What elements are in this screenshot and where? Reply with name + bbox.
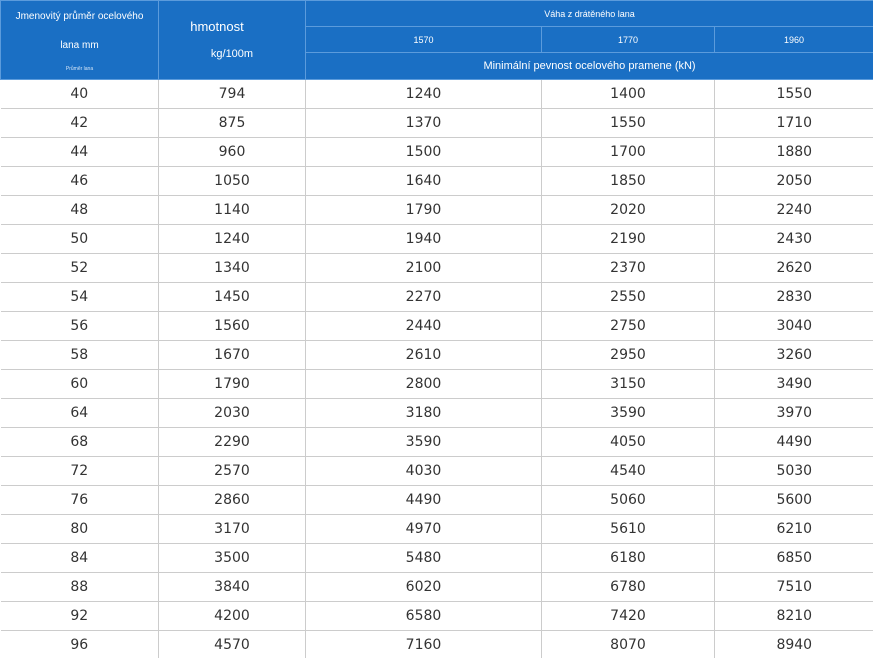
cell-grade-1570: 4970 <box>306 515 542 544</box>
header-grade-group: Váha z drátěného lana <box>306 1 873 27</box>
header-mass-label: hmotnost <box>190 18 244 34</box>
cell-grade-1570: 6580 <box>306 602 542 631</box>
cell-grade-1960: 2830 <box>715 283 873 312</box>
cell-grade-1960: 7510 <box>715 573 873 602</box>
cell-grade-1960: 5030 <box>715 457 873 486</box>
cell-grade-1960: 3260 <box>715 341 873 370</box>
cell-grade-1770: 3150 <box>542 370 715 399</box>
cell-diameter: 60 <box>1 370 159 399</box>
cell-grade-1570: 4490 <box>306 486 542 515</box>
cell-grade-1570: 2800 <box>306 370 542 399</box>
cell-diameter: 40 <box>1 80 159 109</box>
cell-mass: 3500 <box>159 544 306 573</box>
header-grade-1770: 1770 <box>542 27 715 53</box>
cell-mass: 875 <box>159 109 306 138</box>
cell-grade-1570: 5480 <box>306 544 542 573</box>
cell-grade-1770: 5610 <box>542 515 715 544</box>
cell-grade-1570: 2100 <box>306 254 542 283</box>
table-row <box>1 196 873 225</box>
cell-mass: 1450 <box>159 283 306 312</box>
cell-grade-1770: 4050 <box>542 428 715 457</box>
table-header <box>1 1 873 80</box>
table-row <box>1 283 873 312</box>
cell-diameter: 58 <box>1 341 159 370</box>
table-row <box>1 312 873 341</box>
cell-grade-1570: 3180 <box>306 399 542 428</box>
cell-diameter: 44 <box>1 138 159 167</box>
cell-grade-1960: 2620 <box>715 254 873 283</box>
cell-grade-1770: 2550 <box>542 283 715 312</box>
cell-diameter: 72 <box>1 457 159 486</box>
cell-grade-1770: 2190 <box>542 225 715 254</box>
cell-grade-1960: 2430 <box>715 225 873 254</box>
cell-diameter: 92 <box>1 602 159 631</box>
cell-grade-1960: 2050 <box>715 167 873 196</box>
cell-grade-1770: 1400 <box>542 80 715 109</box>
cell-grade-1960: 6210 <box>715 515 873 544</box>
cell-diameter: 84 <box>1 544 159 573</box>
cell-grade-1770: 2750 <box>542 312 715 341</box>
cell-diameter: 42 <box>1 109 159 138</box>
cell-diameter: 76 <box>1 486 159 515</box>
cell-grade-1770: 8070 <box>542 631 715 658</box>
cell-mass: 1560 <box>159 312 306 341</box>
cell-grade-1570: 2440 <box>306 312 542 341</box>
header-grade-1570: 1570 <box>306 27 542 53</box>
cell-diameter: 80 <box>1 515 159 544</box>
cell-grade-1770: 4540 <box>542 457 715 486</box>
cell-grade-1770: 6180 <box>542 544 715 573</box>
cell-mass: 4200 <box>159 602 306 631</box>
cell-mass: 3170 <box>159 515 306 544</box>
cell-diameter: 46 <box>1 167 159 196</box>
cell-diameter: 54 <box>1 283 159 312</box>
cell-grade-1960: 5600 <box>715 486 873 515</box>
cell-mass: 1340 <box>159 254 306 283</box>
table-row <box>1 341 873 370</box>
cell-grade-1770: 1700 <box>542 138 715 167</box>
cell-mass: 2860 <box>159 486 306 515</box>
header-diameter <box>1 1 159 80</box>
cell-grade-1570: 1370 <box>306 109 542 138</box>
cell-diameter: 96 <box>1 631 159 658</box>
cell-grade-1570: 7160 <box>306 631 542 658</box>
cell-grade-1960: 8210 <box>715 602 873 631</box>
cell-grade-1960: 1710 <box>715 109 873 138</box>
table-row <box>1 486 873 515</box>
cell-grade-1570: 6020 <box>306 573 542 602</box>
cell-diameter: 50 <box>1 225 159 254</box>
cell-grade-1960: 3490 <box>715 370 873 399</box>
cell-grade-1770: 2370 <box>542 254 715 283</box>
header-diameter-line3: Průměr lana <box>65 65 94 72</box>
cell-mass: 3840 <box>159 573 306 602</box>
table-row <box>1 573 873 602</box>
cell-diameter: 48 <box>1 196 159 225</box>
cell-mass: 1240 <box>159 225 306 254</box>
cell-mass: 2290 <box>159 428 306 457</box>
table-row <box>1 457 873 486</box>
cell-grade-1570: 2610 <box>306 341 542 370</box>
cell-mass: 794 <box>159 80 306 109</box>
table-row <box>1 80 873 109</box>
cell-mass: 4570 <box>159 631 306 658</box>
cell-grade-1960: 6850 <box>715 544 873 573</box>
cell-grade-1570: 1790 <box>306 196 542 225</box>
table-body <box>1 80 873 658</box>
cell-diameter: 64 <box>1 399 159 428</box>
cell-grade-1960: 8940 <box>715 631 873 658</box>
table-row <box>1 109 873 138</box>
header-min-strength: Minimální pevnost ocelového pramene (kN) <box>306 53 873 80</box>
cell-grade-1570: 1500 <box>306 138 542 167</box>
cell-grade-1570: 1240 <box>306 80 542 109</box>
header-diameter-line2: lana mm <box>60 39 99 51</box>
cell-mass: 1790 <box>159 370 306 399</box>
cell-grade-1770: 5060 <box>542 486 715 515</box>
cell-diameter: 56 <box>1 312 159 341</box>
cell-grade-1570: 3590 <box>306 428 542 457</box>
cell-grade-1570: 4030 <box>306 457 542 486</box>
cell-diameter: 88 <box>1 573 159 602</box>
cell-grade-1570: 1940 <box>306 225 542 254</box>
cell-mass: 2030 <box>159 399 306 428</box>
cell-grade-1960: 1880 <box>715 138 873 167</box>
table-row <box>1 254 873 283</box>
header-mass <box>159 1 306 80</box>
cell-mass: 1140 <box>159 196 306 225</box>
table-row <box>1 631 873 658</box>
cell-diameter: 68 <box>1 428 159 457</box>
cell-grade-1960: 3970 <box>715 399 873 428</box>
header-mass-unit: kg/100m <box>210 47 254 60</box>
cell-diameter: 52 <box>1 254 159 283</box>
cell-grade-1960: 3040 <box>715 312 873 341</box>
cell-grade-1770: 1550 <box>542 109 715 138</box>
table-row <box>1 399 873 428</box>
table-row <box>1 515 873 544</box>
header-diameter-line1: Jmenovitý průměr ocelového <box>15 10 144 22</box>
table-row <box>1 544 873 573</box>
cell-mass: 2570 <box>159 457 306 486</box>
cell-grade-1770: 2950 <box>542 341 715 370</box>
cell-grade-1960: 1550 <box>715 80 873 109</box>
table-row <box>1 370 873 399</box>
cell-grade-1770: 1850 <box>542 167 715 196</box>
table-row <box>1 225 873 254</box>
table-row <box>1 602 873 631</box>
cell-grade-1770: 2020 <box>542 196 715 225</box>
cell-grade-1770: 7420 <box>542 602 715 631</box>
cell-grade-1570: 2270 <box>306 283 542 312</box>
cell-grade-1960: 4490 <box>715 428 873 457</box>
table-row <box>1 167 873 196</box>
cell-mass: 1050 <box>159 167 306 196</box>
cell-mass: 960 <box>159 138 306 167</box>
cell-grade-1770: 3590 <box>542 399 715 428</box>
table-row <box>1 138 873 167</box>
cell-grade-1570: 1640 <box>306 167 542 196</box>
header-grade-1960: 1960 <box>715 27 873 53</box>
cell-grade-1960: 2240 <box>715 196 873 225</box>
table-row <box>1 428 873 457</box>
cell-mass: 1670 <box>159 341 306 370</box>
cell-grade-1770: 6780 <box>542 573 715 602</box>
